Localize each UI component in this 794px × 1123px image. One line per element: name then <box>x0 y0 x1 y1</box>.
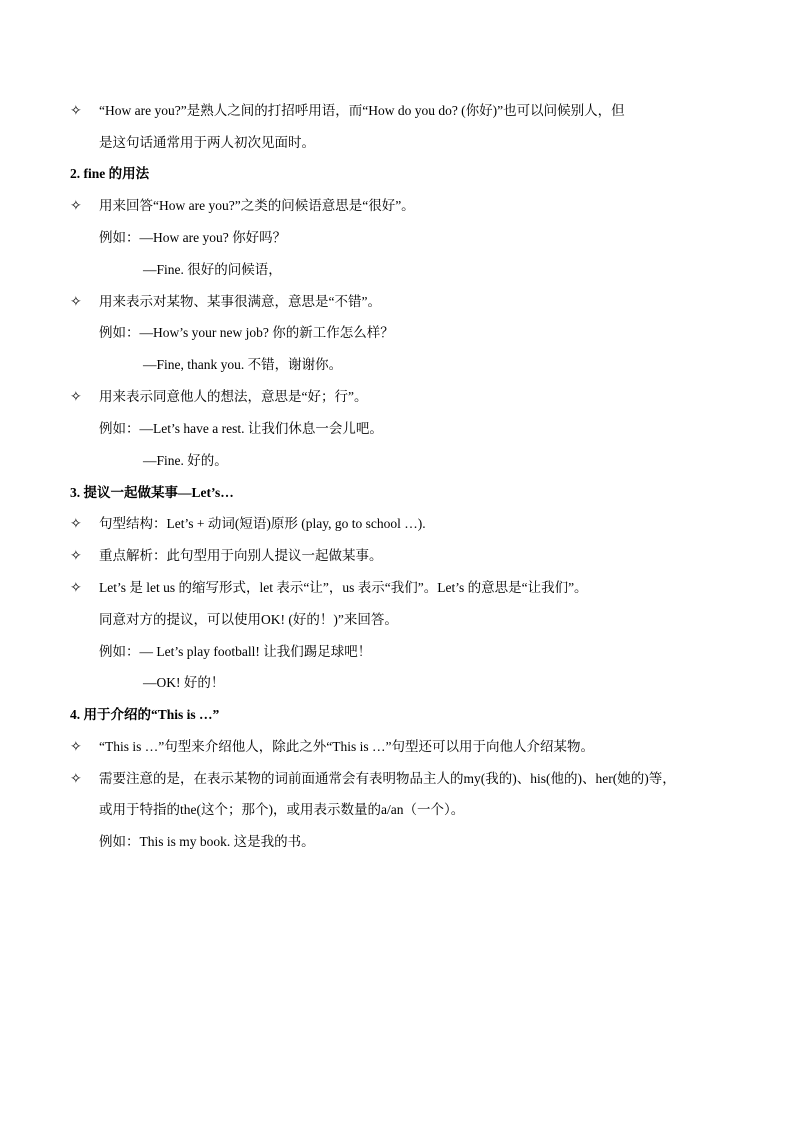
bullet-icon: ✧ <box>70 389 82 405</box>
bullet-icon: ✧ <box>70 739 82 755</box>
paragraph-line: 句型结构：Let’s + 动词(短语)原形 (play, go to school …). <box>99 516 426 531</box>
bullet-icon: ✧ <box>70 103 82 119</box>
paragraph-line: 同意对方的提议，可以使用OK! (好的！)”来回答。 <box>99 612 398 627</box>
paragraph-line: 用来表示对某物、某事很满意，意思是“不错”。 <box>99 294 381 309</box>
example-line: 例如：—How are you? 你好吗？ <box>99 230 287 245</box>
example-line: 例如：— Let’s play football! 让我们踢足球吧！ <box>99 644 372 659</box>
example-line: 例如：—How’s your new job? 你的新工作怎么样？ <box>99 325 394 340</box>
paragraph-line: Let’s 是 let us 的缩写形式，let 表示“让”，us 表示“我们”。Let’s 的意思是“让我们”。 <box>99 580 588 595</box>
bullet-icon: ✧ <box>70 580 82 596</box>
paragraph-line: 是这句话通常用于两人初次见面时。 <box>99 135 315 150</box>
bullet-icon: ✧ <box>70 516 82 532</box>
paragraph-line: 用来表示同意他人的想法，意思是“好；行”。 <box>99 389 368 404</box>
example-line: 例如：This is my book. 这是我的书。 <box>99 834 315 849</box>
section-heading-lets: 3. 提议一起做某事—Let’s… <box>70 485 234 500</box>
example-line: 例如：—Let’s have a rest. 让我们休息一会儿吧。 <box>99 421 383 436</box>
paragraph-line: “How are you?”是熟人之间的打招呼用语，而“How do you do? (你好)”也可以问候别人，但 <box>99 103 625 118</box>
paragraph-line: 或用于特指的the(这个；那个)，或用表示数量的a/an（一个）。 <box>99 802 465 817</box>
example-line: —Fine. 好的。 <box>143 453 228 468</box>
paragraph-line: 用来回答“How are you?”之类的问候语意思是“很好”。 <box>99 198 415 213</box>
example-line: —Fine. 很好的问候语， <box>143 262 282 277</box>
section-heading-fine: 2. fine 的用法 <box>70 166 150 181</box>
example-line: —Fine, thank you. 不错，谢谢你。 <box>143 357 343 372</box>
paragraph-line: 需要注意的是，在表示某物的词前面通常会有表明物品主人的my(我的)、his(他的)、her(她的)等， <box>99 771 676 786</box>
section-heading-this-is: 4. 用于介绍的“This is …” <box>70 707 220 722</box>
bullet-icon: ✧ <box>70 198 82 214</box>
paragraph-line: 重点解析：此句型用于向别人提议一起做某事。 <box>99 548 383 563</box>
paragraph-line: “This is …”句型来介绍他人，除此之外“This is …”句型还可以用于向他人介绍某物。 <box>99 739 594 754</box>
bullet-icon: ✧ <box>70 771 82 787</box>
example-line: —OK! 好的！ <box>143 675 225 690</box>
bullet-icon: ✧ <box>70 294 82 310</box>
bullet-icon: ✧ <box>70 548 82 564</box>
